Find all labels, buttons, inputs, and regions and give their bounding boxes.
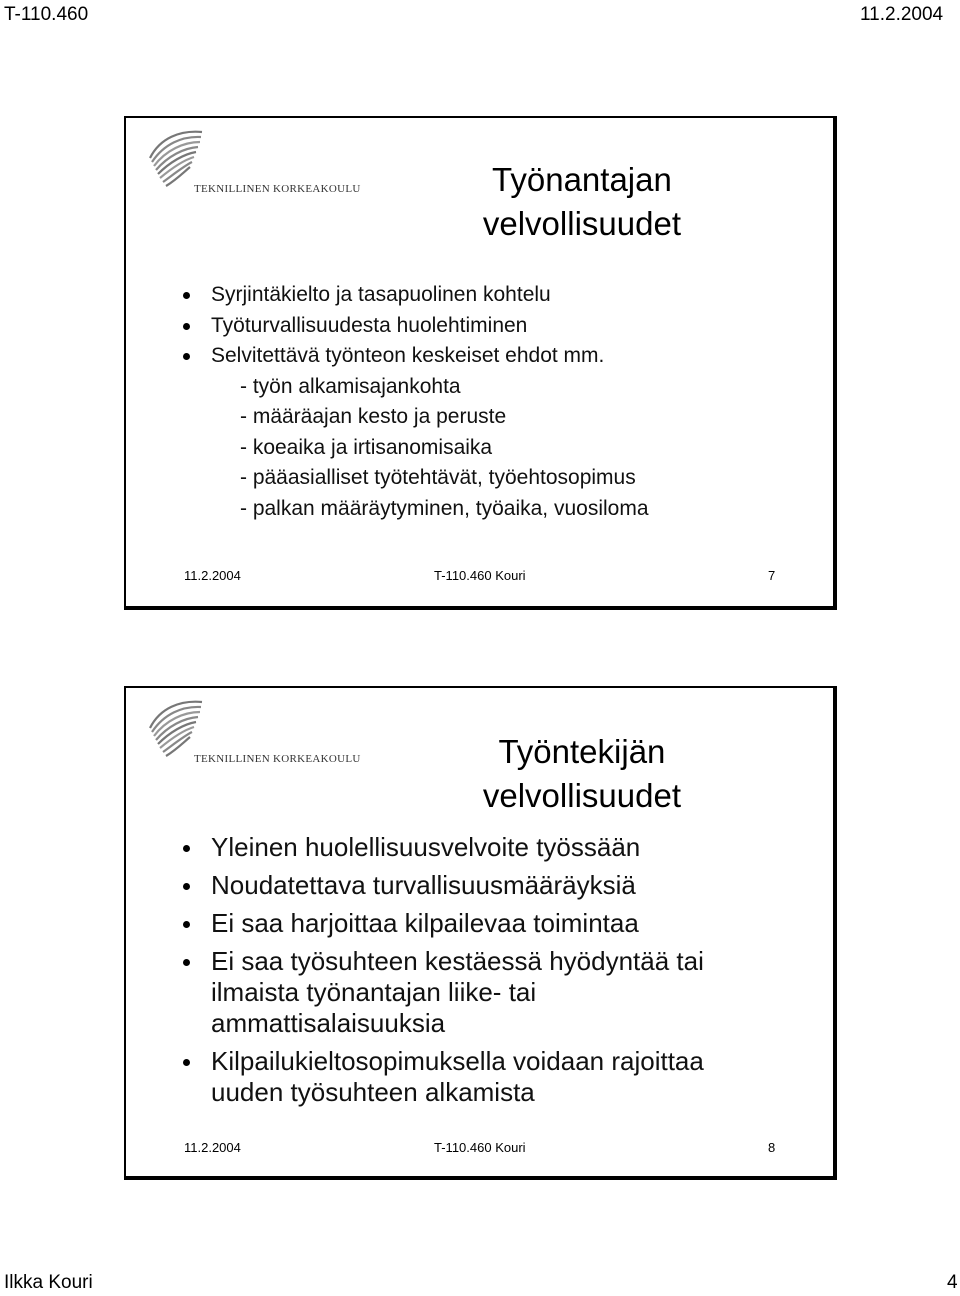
slide-number: 8	[768, 1140, 776, 1155]
slide-7	[124, 116, 837, 610]
logo-emblem-icon	[146, 128, 206, 188]
list-item: Työturvallisuudesta huolehtiminen	[182, 311, 649, 342]
sub-list-item: - määräajan kesto ja peruste	[240, 405, 507, 428]
university-logo	[146, 698, 366, 770]
list-item: Selvitettävä työnteon keskeiset ehdot mm. - työn alkamisajankohta - määräajan kesto ja peruste - koeaika ja irtisanomisaika - pääasialliset työtehtävät, työehtosopimus - palkan määräytyminen, työaika, vuosiloma	[182, 341, 649, 524]
sub-list-item: - palkan määräytyminen, työaika, vuosiloma	[240, 496, 649, 520]
slide-title-line1: Työntekijän	[498, 733, 666, 770]
logo-emblem-icon	[146, 698, 206, 758]
sub-list	[211, 372, 649, 525]
page-header-course: T-110.460	[4, 4, 89, 25]
bullet-icon	[183, 353, 190, 360]
sub-list-item: - koeaika ja irtisanomisaika	[240, 435, 493, 459]
list-item: Noudatettava turvallisuusmääräyksiä	[182, 870, 704, 901]
slide-title	[483, 158, 681, 246]
bullet-icon	[183, 1059, 190, 1066]
bullet-icon	[183, 921, 190, 928]
bullet-list	[182, 832, 704, 1115]
university-logo	[146, 128, 366, 200]
slide-footer-course: T-110.460 Kouri	[434, 1140, 526, 1155]
page-footer-author: Ilkka Kouri	[4, 1272, 93, 1293]
slide-title-line2: velvollisuudet	[482, 777, 681, 814]
list-item: Kilpailukieltosopimuksella voidaan rajoittaa uuden työsuhteen alkamista	[182, 1046, 704, 1108]
bullet-icon	[183, 845, 190, 852]
logo-text: TEKNILLINEN KORKEAKOULU	[194, 183, 361, 195]
list-item: Ei saa harjoittaa kilpailevaa toimintaa	[182, 908, 704, 939]
list-item: Ei saa työsuhteen kestäessä hyödyntää tai ilmaista työnantajan liike- tai ammattisalaisuuksia	[182, 946, 704, 1039]
bullet-icon	[183, 959, 190, 966]
bullet-list	[182, 280, 649, 524]
slide-footer-date: 11.2.2004	[184, 1140, 241, 1155]
slide-footer-course: T-110.460 Kouri	[434, 568, 526, 583]
sub-list-item: - pääasialliset työtehtävät, työehtosopimus	[240, 466, 636, 489]
bullet-icon	[183, 323, 190, 330]
slide-footer-date: 11.2.2004	[184, 568, 241, 583]
bullet-icon	[183, 292, 190, 299]
slide-number: 7	[768, 568, 776, 583]
page-number: 4	[947, 1272, 958, 1293]
list-item: Yleinen huolellisuusvelvoite työssään	[182, 832, 704, 863]
slide-8	[124, 686, 837, 1180]
slide-title-line2: velvollisuudet	[482, 205, 681, 242]
logo-text: TEKNILLINEN KORKEAKOULU	[194, 753, 361, 765]
slide-title	[483, 730, 681, 818]
slide-title-line1: Työnantajan	[492, 161, 672, 198]
list-item: Syrjintäkielto ja tasapuolinen kohtelu	[182, 280, 649, 311]
bullet-icon	[183, 883, 190, 890]
sub-list-item: - työn alkamisajankohta	[240, 374, 461, 398]
page-header-date: 11.2.2004	[860, 4, 944, 25]
